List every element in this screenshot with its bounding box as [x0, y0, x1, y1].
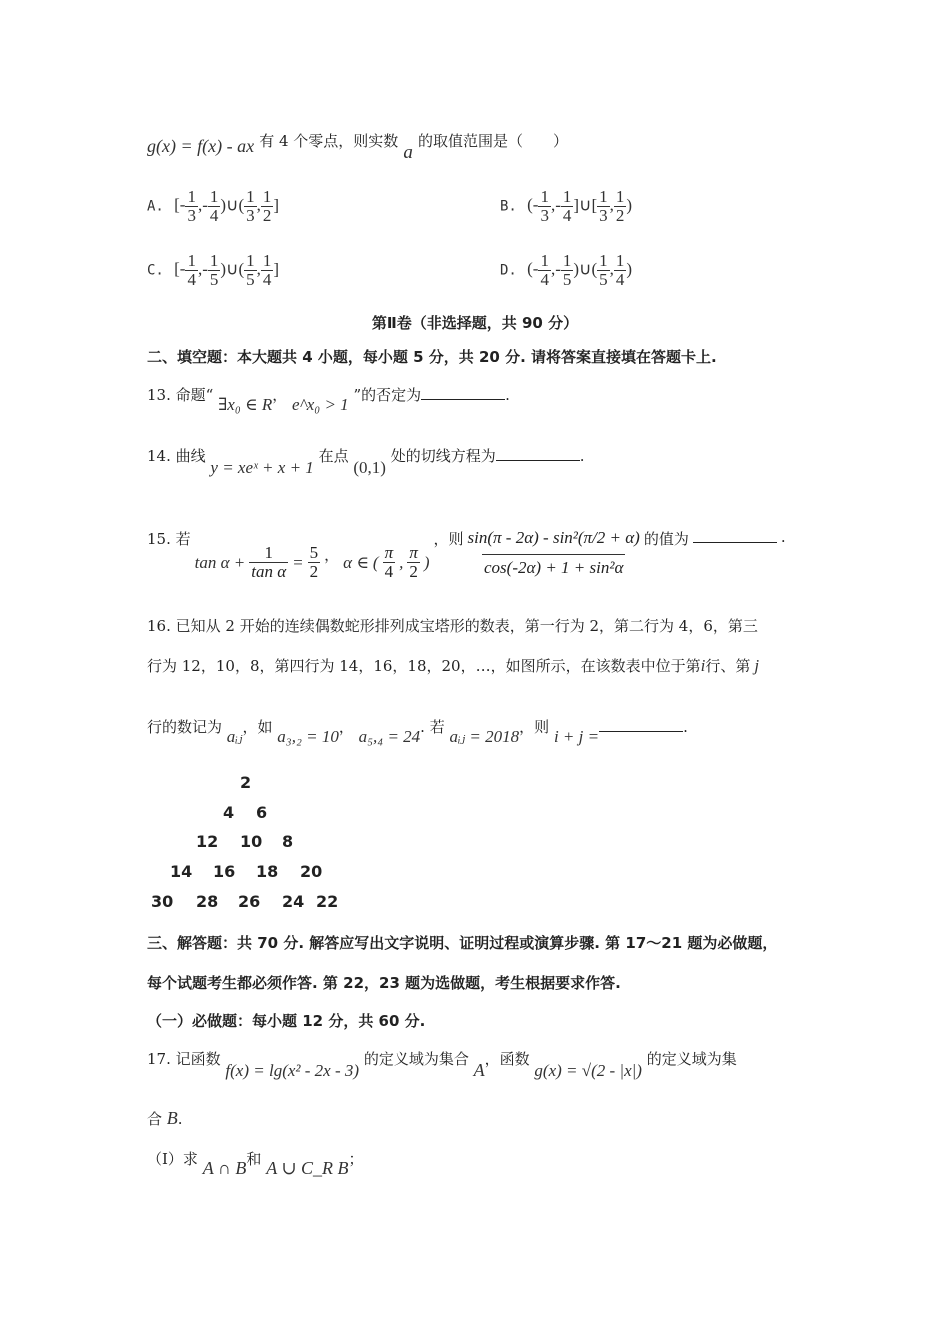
- q13-expr1: ∃x₀ ∈ R: [218, 395, 273, 414]
- option-c-bracket: [-: [174, 259, 186, 279]
- q17-text3: 的定义域为集: [646, 1050, 737, 1068]
- q17-line1: [147, 1048, 737, 1081]
- q15: 15. 若 tan α + $\frac{1}{\text{tan α}}$ = $\frac{5}{2}$ ， α ∈ ( $\frac{\pi}{4}$ , $\frac{\pi}{2}$ ) ，则 $\frac{\text{sin(π - 2α) - sin²(π/2 + α)}}{\text{cos(-2α) + 1 + sin²α}}$ 的值为 .: [147, 522, 786, 581]
- q17-line2: [147, 1108, 183, 1129]
- pyramid-cell: 14: [170, 862, 193, 881]
- pyramid-cell: 2: [240, 773, 252, 792]
- q17-text2: ，函数: [484, 1050, 530, 1068]
- q16-aij: aᵢⱼ: [226, 727, 243, 746]
- q14-end: .: [579, 447, 585, 465]
- q17-part1-label: （Ⅰ）求: [147, 1150, 198, 1168]
- option-b-bracket: (-: [527, 195, 539, 215]
- q13-answer-blank[interactable]: [421, 385, 505, 400]
- q13-num: 13. 命题“: [147, 386, 214, 404]
- q16-var-i: i: [700, 656, 706, 675]
- q16-line3: [147, 716, 688, 747]
- q17-line2-end: .: [177, 1110, 183, 1128]
- q16-sum: i + j =: [553, 727, 600, 746]
- q16-line3-d: ，则: [519, 718, 550, 736]
- q14-text2: 处的切线方程为: [390, 447, 496, 465]
- q12-expr: g(x) = f(x) - ax: [147, 136, 255, 156]
- pyramid-cell: 4: [223, 803, 235, 822]
- q16-line3-b: ，如: [242, 718, 273, 736]
- q13: [147, 384, 510, 415]
- q15-denominator: cos(-2α) + 1 + sin²α: [482, 554, 625, 581]
- q16-line2-b: 行、第: [705, 657, 751, 675]
- q17-set-a: A: [473, 1060, 485, 1080]
- q15-alpha-in: α ∈: [343, 552, 369, 572]
- option-d: D. (- $\frac{1}{4}$ ,- $\frac{1}{5}$ )∪( $\frac{1}{5}$ , $\frac{1}{4}$ ): [500, 251, 633, 289]
- q17-part1-expr2: A ∪ C_R B: [266, 1158, 349, 1178]
- q14-expr: y = xeˣ + x + 1: [210, 458, 314, 477]
- q17-part1-expr1: A ∩ B: [202, 1158, 247, 1178]
- q12-text1: 有 4 个零点，则实数: [259, 132, 399, 150]
- pyramid-cell: 12: [196, 832, 219, 851]
- q16-aij2: aᵢⱼ = 2018: [449, 727, 520, 746]
- q16-a54: a₅,₄ = 24: [358, 727, 421, 746]
- pyramid-cell: 20: [300, 862, 323, 881]
- q17-text1: 的定义域为集合: [363, 1050, 469, 1068]
- pyramid-cell: 18: [256, 862, 279, 881]
- section2-title: 第Ⅱ卷（非选择题，共 90 分）: [371, 314, 579, 332]
- q17-part1: [147, 1148, 363, 1179]
- q16-line3-c: . 若: [420, 718, 445, 736]
- q16-line3-a: 行的数记为: [147, 718, 223, 736]
- section3-line2: 每个试题考生都必须作答. 第 22，23 题为选做题，考生根据要求作答.: [147, 974, 621, 992]
- section2-heading: 二、填空题：本大题共 4 小题，每小题 5 分，共 20 分. 请将答案直接填在答题卡上.: [147, 348, 717, 366]
- q14-num: 14. 曲线: [147, 447, 206, 465]
- q17-part1-and: 和: [246, 1150, 262, 1168]
- q13-sep: ，: [272, 386, 288, 404]
- q15-answer-blank[interactable]: [693, 528, 777, 543]
- option-d-bracket: (-: [527, 259, 539, 279]
- q16-end: .: [683, 718, 688, 736]
- pyramid-cell: 22: [316, 892, 339, 911]
- q15-numerator: sin(π - 2α) - sin²(π/2 + α): [467, 528, 640, 547]
- q15-text: 的值为: [643, 530, 689, 548]
- q14-answer-blank[interactable]: [496, 446, 580, 461]
- q17-part1-end: ；: [348, 1150, 364, 1168]
- q16-var-j: j: [754, 656, 760, 675]
- pyramid-cell: 10: [240, 832, 263, 851]
- q13-text: ”的否定为: [353, 386, 422, 404]
- q16-line2-a: 行为 12，10，8，第四行为 14，16，18，20，…，如图所示，在该数表中位于第: [147, 657, 701, 675]
- pyramid-cell: 6: [256, 803, 268, 822]
- pyramid-cell: 28: [196, 892, 219, 911]
- q15-eq: =: [292, 552, 304, 572]
- q14: [147, 445, 585, 478]
- section3-line1: 三、解答题：共 70 分. 解答应写出文字说明、证明过程或演算步骤. 第 17～21 题为必做题，: [147, 934, 778, 952]
- q17-g-expr: g(x) = √(2 - |x|): [534, 1061, 642, 1080]
- q17-set-b: B: [166, 1108, 178, 1128]
- pyramid-cell: 16: [213, 862, 236, 881]
- q16-a32: a₃,₂ = 10: [277, 727, 339, 746]
- q17-num: 17. 记函数: [147, 1050, 221, 1068]
- option-c: C. [- $\frac{1}{4}$ ,- $\frac{1}{5}$ )∪( $\frac{1}{5}$ , $\frac{1}{4}$ ]: [147, 251, 280, 289]
- q17-line2-text: 合: [147, 1110, 163, 1128]
- q15-then: ，则: [433, 530, 464, 548]
- q14-text1: 在点: [318, 447, 349, 465]
- q17-f-expr: f(x) = lg(x² - 2x - 3): [225, 1061, 360, 1080]
- option-b-label: B.: [500, 198, 517, 215]
- q15-num: 15. 若: [147, 530, 191, 548]
- q12-text2: 的取值范围是（ ）: [417, 132, 568, 150]
- option-d-label: D.: [500, 262, 517, 279]
- option-c-label: C.: [147, 262, 164, 279]
- q16-line1: 16. 已知从 2 开始的连续偶数蛇形排列成宝塔形的数表，第一行为 2，第二行为 4，6，第三: [147, 617, 758, 635]
- option-a-label: A.: [147, 198, 164, 215]
- option-b: B. (- $\frac{1}{3}$ ,- $\frac{1}{4}$ ]∪[ $\frac{1}{3}$ , $\frac{1}{2}$ ): [500, 187, 633, 225]
- q13-expr2: e^x₀ > 1: [292, 395, 349, 414]
- number-pyramid: [145, 765, 345, 915]
- pyramid-cell: 8: [282, 832, 294, 851]
- pyramid-cell: 30: [151, 892, 174, 911]
- q13-end: .: [505, 386, 510, 404]
- q15-tan: tan α +: [194, 552, 246, 572]
- section3-sub: （一）必做题：每小题 12 分，共 60 分.: [147, 1012, 426, 1030]
- q15-target-fraction: [468, 522, 640, 581]
- q15-end: .: [780, 528, 786, 546]
- q12-tail: [147, 130, 568, 164]
- q16-sep: ，: [338, 718, 354, 736]
- option-a: A. [- $\frac{1}{3}$ ,- $\frac{1}{4}$ )∪( $\frac{1}{3}$ , $\frac{1}{2}$ ]: [147, 187, 280, 225]
- option-a-bracket: [-: [174, 195, 186, 215]
- q12-var-a: a: [403, 142, 413, 163]
- pyramid-cell: 26: [238, 892, 261, 911]
- q14-point: (0,1): [353, 458, 386, 477]
- q16-answer-blank[interactable]: [599, 717, 683, 732]
- q16-line2: [147, 655, 759, 676]
- pyramid-cell: 24: [282, 892, 305, 911]
